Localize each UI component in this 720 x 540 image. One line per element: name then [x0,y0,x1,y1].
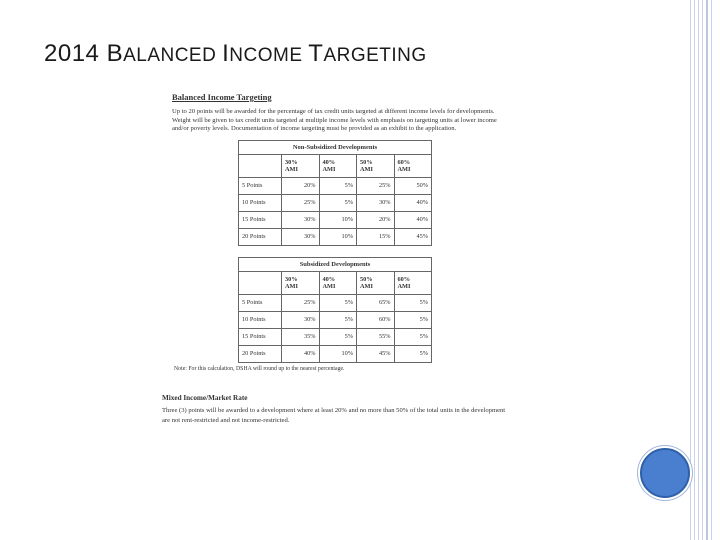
table-cell: 20% [282,177,320,194]
decorative-rail [711,0,712,540]
title-part: 2014 [44,40,107,67]
table-cell: 5% [319,294,357,311]
decorative-circle [640,448,690,498]
table-row [239,211,432,228]
decorative-rail [702,0,703,540]
decorative-rail [690,0,691,540]
column-header: 60% AMI [394,154,432,177]
title-part: T [308,40,324,67]
subsidized-table [238,257,432,363]
table-cell: 45% [357,345,395,362]
table-cell: 25% [282,194,320,211]
table-cell: 30% [357,194,395,211]
document-heading: Balanced Income Targeting [172,92,272,102]
table-header-row [239,271,432,294]
title-part: NCOME [229,45,309,66]
table-cell: 35% [282,328,320,345]
column-header: 30% AMI [282,154,320,177]
table-row [239,177,432,194]
column-header: 60% AMI [394,271,432,294]
table-cell: 5% [319,328,357,345]
row-label: 10 Points [239,311,282,328]
table-row [239,228,432,245]
column-header: 50% AMI [357,271,395,294]
table-cell: 40% [394,211,432,228]
title-part: I [222,40,230,67]
title-part: ALANCED [123,45,223,66]
document-paragraph: Up to 20 points will be awarded for the percentage of tax credit units targeted at different income levels for developments. Weight will be given to tax credit units targeted at multiple income levels with emphasis on targeting units at lower income and/or poverty levels. Documentation of income targeting must be provided as an exhibit to the application. [172,108,497,133]
table-cell: 25% [282,294,320,311]
non-subsidized-table [238,140,432,246]
column-header: 40% AMI [319,154,357,177]
table-caption: Non-Subsidized Developments [239,140,432,154]
table-row [239,345,432,362]
header-empty-cell [239,154,282,177]
document-subheading: Mixed Income/Market Rate [162,393,248,402]
table-cell: 40% [394,194,432,211]
row-label: 15 Points [239,328,282,345]
table-cell: 40% [282,345,320,362]
table-cell: 5% [319,177,357,194]
document-image [162,92,522,427]
row-label: 20 Points [239,228,282,245]
table-cell: 5% [319,194,357,211]
table-cell: 10% [319,228,357,245]
decorative-rail [706,0,708,540]
table-cell: 10% [319,211,357,228]
row-label: 5 Points [239,294,282,311]
table-cell: 30% [282,311,320,328]
table-cell: 25% [357,177,395,194]
document-paragraph-2: Three (3) points will be awarded to a development where at least 20% and no more than 50% of the total units in the development are not rent-restricted and not income-restricted. [162,406,506,425]
table-caption: Subsidized Developments [239,257,432,271]
row-label: 10 Points [239,194,282,211]
table-note: Note: For this calculation, DSHA will round up to the nearest percentage. [174,365,345,372]
decorative-rail [694,0,695,540]
row-label: 15 Points [239,211,282,228]
table-cell: 15% [357,228,395,245]
table-cell: 5% [394,345,432,362]
table-cell: 55% [357,328,395,345]
table-row [239,194,432,211]
table-cell: 50% [394,177,432,194]
row-label: 5 Points [239,177,282,194]
table-cell: 5% [394,311,432,328]
table-header-row [239,154,432,177]
table-cell: 60% [357,311,395,328]
table-cell: 10% [319,345,357,362]
column-header: 50% AMI [357,154,395,177]
table-row [239,311,432,328]
column-header: 30% AMI [282,271,320,294]
title-part: ARGETING [323,45,427,66]
table-row [239,294,432,311]
row-label: 20 Points [239,345,282,362]
table-cell: 65% [357,294,395,311]
table-cell: 30% [282,211,320,228]
table-cell: 45% [394,228,432,245]
table-cell: 20% [357,211,395,228]
title-part: B [106,40,124,67]
table-cell: 30% [282,228,320,245]
slide-title [44,40,427,68]
table-cell: 5% [394,328,432,345]
table-cell: 5% [319,311,357,328]
table-cell: 5% [394,294,432,311]
table-row [239,328,432,345]
header-empty-cell [239,271,282,294]
column-header: 40% AMI [319,271,357,294]
decorative-rail [698,0,699,540]
